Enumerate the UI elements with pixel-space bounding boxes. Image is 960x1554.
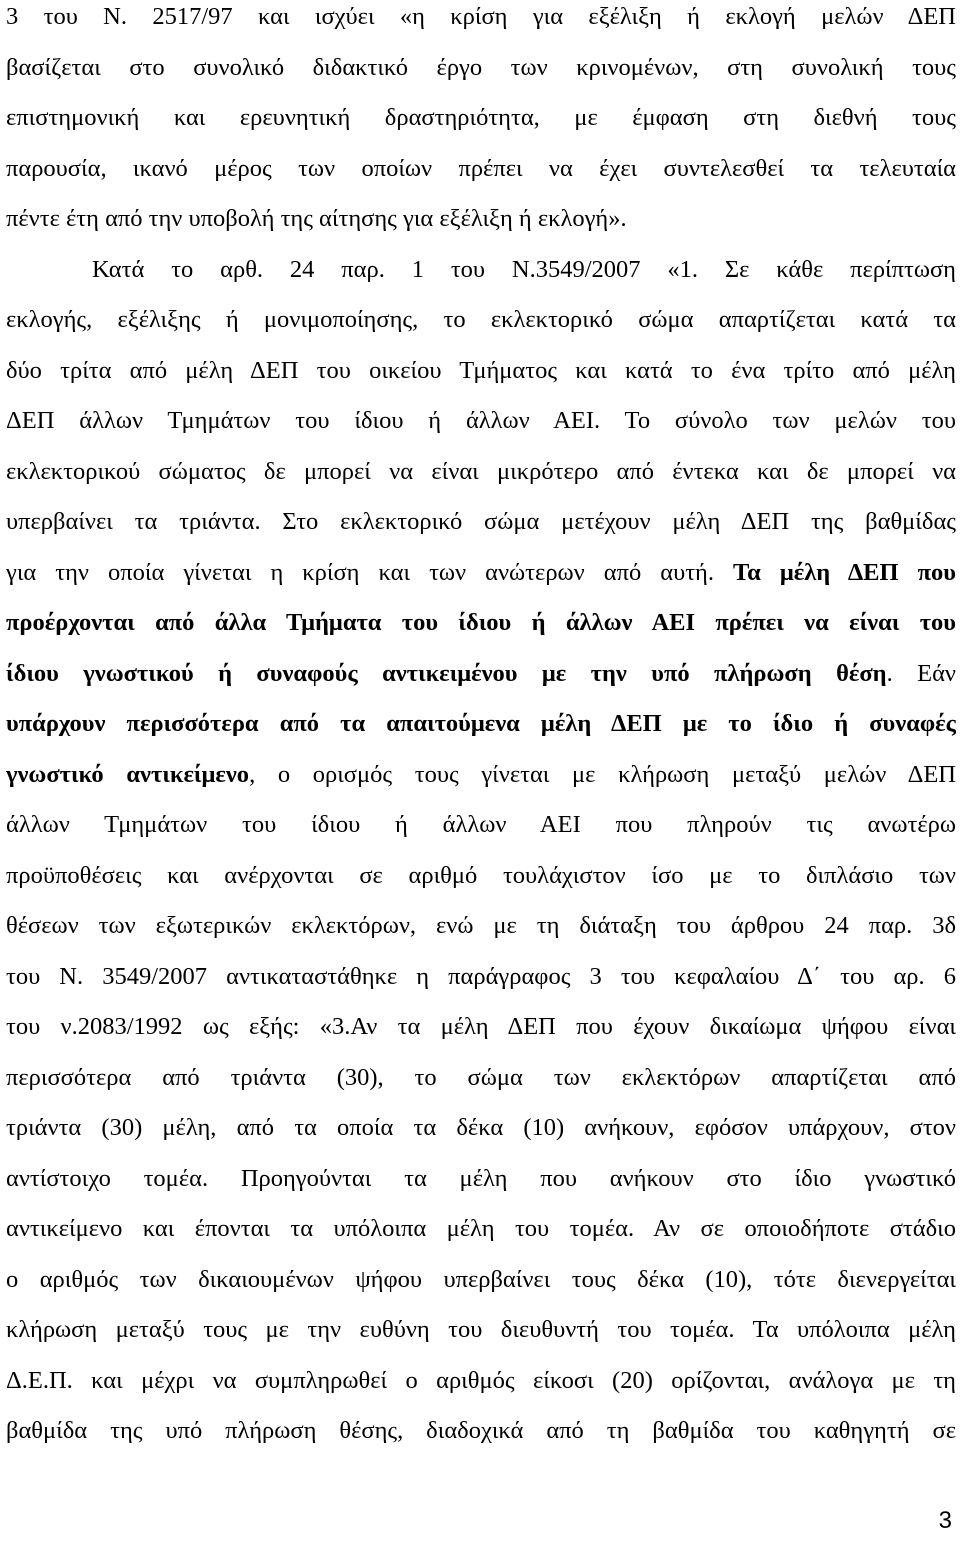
text-line bbox=[6, 1053, 956, 1104]
text-segment: Δ.Ε.Π. και μέχρι να συμπληρωθεί ο αριθμός είκοσι (20) ορίζονται, ανάλογα με τη bbox=[6, 1366, 956, 1394]
text-line bbox=[6, 447, 956, 498]
document-body bbox=[6, 0, 956, 1457]
text-line bbox=[6, 750, 956, 801]
text-line bbox=[6, 194, 956, 245]
text-line bbox=[6, 0, 956, 43]
text-line bbox=[6, 1103, 956, 1154]
text-segment: υπερβαίνει τα τριάντα. Στο εκλεκτορικό σώμα μετέχουν μέλη ΔΕΠ της βαθμίδας bbox=[6, 508, 956, 535]
text-segment: εκλογής, εξέλιξης ή μονιμοποίησης, το εκλεκτορικό σώμα απαρτίζεται κατά τα bbox=[6, 306, 956, 333]
text-line bbox=[6, 649, 956, 700]
text-line bbox=[6, 1356, 956, 1407]
text-line bbox=[6, 851, 956, 902]
text-segment: πέντε έτη από την υποβολή της αίτησης για εξέλιξη ή εκλογή». bbox=[6, 205, 627, 232]
text-segment: ο αριθμός των δικαιουμένων ψήφου υπερβαίνει τους δέκα (10), τότε διενεργείται bbox=[6, 1265, 956, 1293]
text-line bbox=[6, 598, 956, 649]
text-segment: αντικείμενο και έπονται τα υπόλοιπα μέλη του τομέα. Αν σε οποιοδήποτε στάδιο bbox=[6, 1215, 956, 1242]
text-segment: ΔΕΠ άλλων Τμημάτων του ίδιου ή άλλων ΑΕΙ. Το σύνολο των μελών του bbox=[6, 407, 956, 434]
page-number: 3 bbox=[938, 1507, 952, 1534]
text-line bbox=[6, 1154, 956, 1205]
text-segment: κλήρωση μεταξύ τους με την ευθύνη του διευθυντή του τομέα. Τα υπόλοιπα μέλη bbox=[6, 1316, 956, 1343]
text-segment: προϋποθέσεις και ανέρχονται σε αριθμό τουλάχιστον ίσο με το διπλάσιο των bbox=[6, 861, 956, 889]
text-line bbox=[6, 952, 956, 1003]
text-segment: εκλεκτορικού σώματος δε μπορεί να είναι μικρότερο από έντεκα και δε μπορεί να bbox=[6, 457, 956, 485]
text-line bbox=[6, 396, 956, 447]
text-line bbox=[6, 1406, 956, 1457]
text-segment: δύο τρίτα από μέλη ΔΕΠ του οικείου Τμήματος και κατά το ένα τρίτο από μέλη bbox=[6, 356, 956, 384]
text-line bbox=[6, 43, 956, 94]
text-line bbox=[6, 497, 956, 548]
bold-text-segment: υπάρχουν περισσότερα από τα απαιτούμενα μέλη ΔΕΠ με το ίδιο ή συναφές bbox=[6, 710, 956, 737]
bold-text-segment: ίδιου γνωστικού ή συναφούς αντικειμένου με την υπό πλήρωση θέση bbox=[6, 659, 887, 687]
text-line bbox=[6, 245, 956, 296]
text-line bbox=[6, 93, 956, 144]
text-line bbox=[6, 295, 956, 346]
text-segment: . Εάν bbox=[886, 659, 956, 687]
text-segment: άλλων Τμημάτων του ίδιου ή άλλων ΑΕΙ που πληρούν τις ανωτέρω bbox=[6, 811, 956, 838]
text-segment: 3 του Ν. 2517/97 και ισχύει «η κρίση για εξέλιξη ή εκλογή μελών ΔΕΠ bbox=[6, 3, 956, 30]
text-segment: επιστημονική και ερευνητική δραστηριότητα, με έμφαση στη διεθνή τους bbox=[6, 104, 956, 131]
bold-text-segment: προέρχονται από άλλα Τμήματα του ίδιου ή άλλων ΑΕΙ πρέπει να είναι του bbox=[6, 609, 956, 636]
text-line bbox=[6, 800, 956, 851]
text-line bbox=[6, 1255, 956, 1306]
text-segment: Κατά το αρθ. 24 παρ. 1 του Ν.3549/2007 «1. Σε κάθε περίπτωση bbox=[92, 255, 956, 283]
text-line bbox=[6, 1305, 956, 1356]
text-segment: περισσότερα από τριάντα (30), το σώμα των εκλεκτόρων απαρτίζεται από bbox=[6, 1063, 956, 1091]
text-segment: βασίζεται στο συνολικό διδακτικό έργο των κρινομένων, στη συνολική τους bbox=[6, 53, 956, 81]
bold-text-segment: γνωστικό αντικείμενο bbox=[6, 760, 250, 788]
text-segment: αντίστοιχο τομέα. Προηγούνται τα μέλη που ανήκουν στο ίδιο γνωστικό bbox=[6, 1164, 956, 1192]
text-line bbox=[6, 144, 956, 195]
text-segment: του ν.2083/1992 ως εξής: «3.Αν τα μέλη ΔΕΠ που έχουν δικαίωμα ψήφου είναι bbox=[6, 1013, 956, 1040]
text-line bbox=[6, 901, 956, 952]
text-segment: βαθμίδα της υπό πλήρωση θέσης, διαδοχικά από τη βαθμίδα του καθηγητή σε bbox=[6, 1417, 956, 1444]
text-segment: για την οποία γίνεται η κρίση και των ανώτερων από αυτή. bbox=[6, 558, 734, 586]
text-line bbox=[6, 699, 956, 750]
text-segment: τριάντα (30) μέλη, από τα οποία τα δέκα (10) ανήκουν, εφόσον υπάρχουν, στον bbox=[6, 1114, 956, 1141]
document-page bbox=[6, 0, 956, 1457]
text-segment: του Ν. 3549/2007 αντικαταστάθηκε η παράγραφος 3 του κεφαλαίου Δ΄ του αρ. 6 bbox=[6, 962, 956, 990]
bold-text-segment: Τα μέλη ΔΕΠ που bbox=[733, 558, 956, 586]
text-line bbox=[6, 1204, 956, 1255]
text-segment: , ο ορισμός τους γίνεται με κλήρωση μεταξύ μελών ΔΕΠ bbox=[249, 760, 956, 788]
text-segment: παρουσία, ικανό μέρος των οποίων πρέπει να έχει συντελεσθεί τα τελευταία bbox=[6, 154, 956, 182]
text-line bbox=[6, 548, 956, 599]
text-segment: θέσεων των εξωτερικών εκλεκτόρων, ενώ με τη διάταξη του άρθρου 24 παρ. 3δ bbox=[6, 912, 956, 939]
text-line bbox=[6, 1002, 956, 1053]
text-line bbox=[6, 346, 956, 397]
